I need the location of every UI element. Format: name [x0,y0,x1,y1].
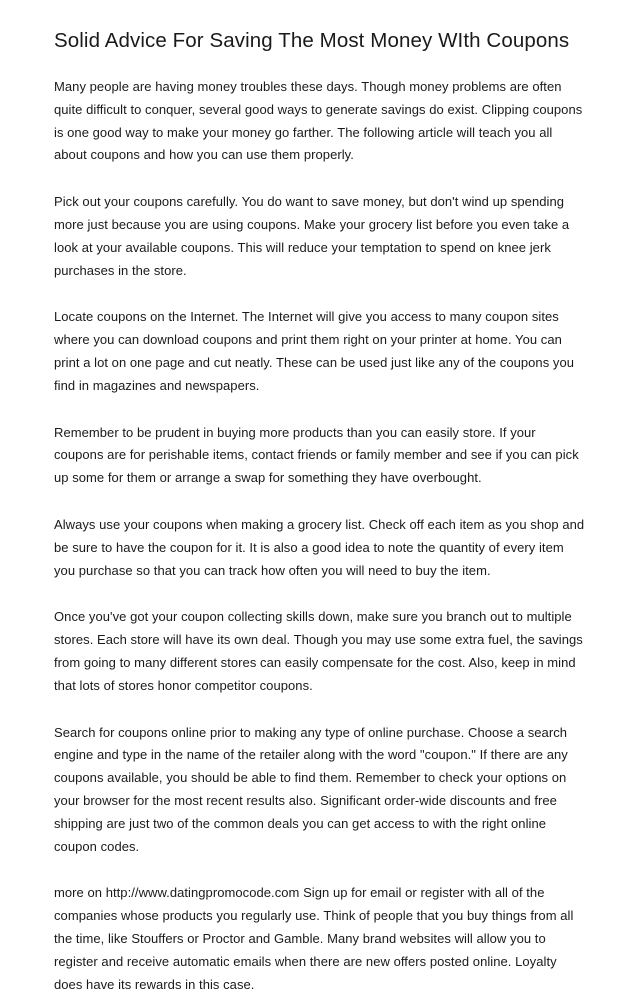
paragraph-intro: Many people are having money troubles these days. Though money problems are often quite difficult to conquer, several good ways to generate savings do exist. Clipping coupons is one good way to make your money go farther. The following article will teach you all about coupons and how you can use them properly. [54,79,583,163]
paragraph-prudent-buying: Remember to be prudent in buying more products than you can easily store. If your coupons are for perishable items, contact friends or family member and see if you can pick up some for them or arrange a swap for something they have overbought. [54,424,579,486]
paragraph-sign-up: more on http://www.datingpromocode.com Sign up for email or register with all of the companies whose products you regularly use. Think of people that you buy things from all the time, like Stouffers or Proctor and Gamble. Many brand websites will allow you to register and receive automatic emails when there are new offers posted online. Loyalty does have its rewards in this case. [54,885,574,992]
paragraph-online-search: Search for coupons online prior to making any type of online purchase. Choose a search engine and type in the name of the retailer along with the word "coupon." If there are any coupons available, you should be able to find them. Remember to check your options on your browser for the most recent results also. Significant order-wide discounts and free shipping are just two of the common deals you can get access to with the right online coupon codes. [54,724,568,854]
document-title: Solid Advice For Saving The Most Money WIth Coupons [54,29,570,52]
paragraph-grocery-list: Always use your coupons when making a grocery list. Check off each item as you shop and be sure to have the coupon for it. It is also a good idea to note the quantity of every item you purchase so that you can track how often you will need to buy the item. [54,516,585,578]
paragraph-internet-coupons: Locate coupons on the Internet. The Internet will give you access to many coupon sites where you can download coupons and print them right on your printer at home. You can print a lot on one page and cut neatly. These can be used just like any of the coupons you find in magazines and newspapers. [54,309,575,393]
paragraph-pick-coupons: Pick out your coupons carefully. You do want to save money, but don't wind up spending more just because you are using coupons. Make your grocery list before you even take a look at your available coupons. This will reduce your temptation to spend on knee jerk purchases in the store. [54,194,570,278]
paragraph-multiple-stores: Once you've got your coupon collecting skills down, make sure you branch out to multiple stores. Each store will have its own deal. Though you may use some extra fuel, the savings from going to many different stores can easily compensate for the cost. Also, keep in mind that lots of stores honor competitor coupons. [54,609,583,693]
